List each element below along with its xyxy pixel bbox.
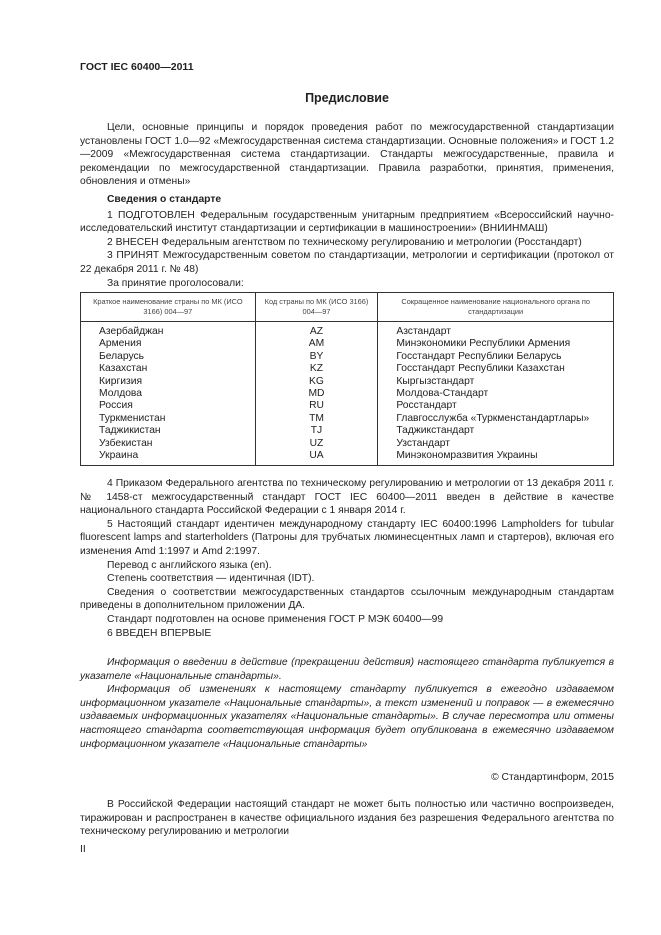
item-identical: 5 Настоящий стандарт идентичен международному стандарту IEC 60400:1996 Lampholders for tubular fluorescent lamps and starterholders (Патроны для трубчатых люминесцентных ламп и стартеров), включая его изменения Amd 1:1997 и Amd 2:1997. xyxy=(80,518,614,557)
national-body-cell: Минэкономразвития Украины xyxy=(378,450,614,466)
header-national-body: Сокращенное наименование национального органа по стандартизации xyxy=(378,293,614,322)
standard-info-block xyxy=(80,193,614,290)
country-code-cell: BY xyxy=(255,351,378,363)
country-name-cell: Беларусь xyxy=(81,351,256,363)
country-name-cell: Армения xyxy=(81,338,256,350)
info-changes: Информация об изменениях к настоящему стандарту публикуется в ежегодно издаваемом информационном указателе «Национальные стандарты», а текст изменений и поправок — в ежемесячно издаваемых информационных указателях «Национальные стандарты». В случае пересмотра или отмены настоящего стандарта соответствующая информация будет опубликована в ежемесячно издаваемом информационном указателе «Национальные стандарты» xyxy=(80,684,614,750)
item-prepared: 1 ПОДГОТОВЛЕН Федеральным государственным унитарным предприятием «Всероссийский научно-исследовательский институт стандартизации и сертификации в машиностроении» (ВНИИНМАШ) xyxy=(80,209,614,235)
country-code-cell: AZ xyxy=(255,322,378,339)
degree-note: Степень соответствия — идентичная (IDT). xyxy=(107,573,315,585)
national-body-cell: Молдова-Стандарт xyxy=(378,388,614,400)
national-body-cell: Кыргызстандарт xyxy=(378,376,614,388)
country-code-cell: UA xyxy=(255,450,378,466)
national-body-cell: Таджикстандарт xyxy=(378,425,614,437)
intro-block xyxy=(80,121,614,189)
table-row xyxy=(81,400,614,412)
country-name-cell: Киргизия xyxy=(81,376,256,388)
reproduction-notice: В Российской Федерации настоящий стандарт не может быть полностью или частично воспроизведен, тиражирован и распространен в качестве официального издания без разрешения Федерального агентства по техническому регулированию и метрологии xyxy=(80,799,614,838)
table-row xyxy=(81,425,614,437)
table-row xyxy=(81,413,614,425)
header-country-name: Краткое наименование страны по МК (ИСО 3166) 004—97 xyxy=(81,293,256,322)
copyright: © Стандартинформ, 2015 xyxy=(491,772,614,783)
table-row xyxy=(81,388,614,400)
notice-block xyxy=(80,798,614,839)
table-row xyxy=(81,363,614,375)
table-header-row xyxy=(81,293,614,322)
table-row xyxy=(81,322,614,339)
country-name-cell: Казахстан xyxy=(81,363,256,375)
voted-label: За принятие проголосовали: xyxy=(107,277,244,289)
country-code-cell: MD xyxy=(255,388,378,400)
country-name-cell: Узбекистан xyxy=(81,438,256,450)
info-block xyxy=(80,656,614,751)
table-row xyxy=(81,438,614,450)
country-name-cell: Россия xyxy=(81,400,256,412)
country-name-cell: Украина xyxy=(81,450,256,466)
page-number: II xyxy=(80,844,86,855)
national-body-cell: Главгосслужба «Туркменстандартлары» xyxy=(378,413,614,425)
country-name-cell: Таджикистан xyxy=(81,425,256,437)
intro-paragraph: Цели, основные принципы и порядок проведения работ по межгосударственной стандартизации установлены ГОСТ 1.0—92 «Межгосударственная система стандартизации. Основные положения» и ГОСТ 1.2—2009 «Межгосударственная система стандартизации. Стандарты межгосударственные, правила и рекомендации по межгосударственной стандартизации. Правила разработки, принятия, применения, обновления и отмены» xyxy=(80,122,614,188)
country-code-cell: TJ xyxy=(255,425,378,437)
country-name-cell: Молдова xyxy=(81,388,256,400)
country-code-cell: KG xyxy=(255,376,378,388)
item-submitted: 2 ВНЕСЕН Федеральным агентством по техническому регулированию и метрологии (Росстандарт) xyxy=(107,236,582,248)
national-body-cell: Азстандарт xyxy=(378,322,614,339)
references-note: Сведения о соответствии межгосударственных стандартов ссылочным международным стандартам приведены в дополнительном приложении ДА. xyxy=(80,586,614,612)
page-title: Предисловие xyxy=(305,91,389,105)
voting-table xyxy=(80,292,614,466)
country-code-cell: RU xyxy=(255,400,378,412)
country-code-cell: KZ xyxy=(255,363,378,375)
national-body-cell: Узстандарт xyxy=(378,438,614,450)
after-table-block xyxy=(80,477,614,640)
table-row xyxy=(81,338,614,350)
document-header: ГОСТ IEC 60400—2011 xyxy=(80,61,194,73)
national-body-cell: Росстандарт xyxy=(378,400,614,412)
country-name-cell: Туркменистан xyxy=(81,413,256,425)
national-body-cell: Госстандарт Республики Беларусь xyxy=(378,351,614,363)
country-code-cell: UZ xyxy=(255,438,378,450)
header-country-code: Код страны по МК (ИСО 3166) 004—97 xyxy=(255,293,378,322)
prepared-note: Стандарт подготовлен на основе применения ГОСТ Р МЭК 60400—99 xyxy=(107,613,444,625)
info-introduction: Информация о введении в действие (прекращении действия) настоящего стандарта публикуется в указателе «Национальные стандарты». xyxy=(80,657,614,682)
section-subheading: Сведения о стандарте xyxy=(107,194,222,205)
item-adopted: 3 ПРИНЯТ Межгосударственным советом по стандартизации, метрологии и сертификации (протокол от 22 декабря 2011 г. № 48) xyxy=(80,250,614,275)
table-row xyxy=(81,376,614,388)
translation-note: Перевод с английского языка (en). xyxy=(107,559,272,571)
item-order: 4 Приказом Федерального агентства по техническому регулированию и метрологии от 13 декабря 2011 г. № 1458-ст межгосударственный стандарт ГОСТ IEC 60400—2011 введен в действие в качестве национального стандарта Российской Федерации с 1 января 2014 г. xyxy=(80,478,614,517)
item-introduced: 6 ВВЕДЕН ВПЕРВЫЕ xyxy=(107,627,212,639)
country-name-cell: Азербайджан xyxy=(81,322,256,339)
national-body-cell: Минэкономики Республики Армения xyxy=(378,338,614,350)
table-row xyxy=(81,450,614,466)
table-row xyxy=(81,351,614,363)
country-code-cell: AM xyxy=(255,338,378,350)
country-code-cell: TM xyxy=(255,413,378,425)
national-body-cell: Госстандарт Республики Казахстан xyxy=(378,363,614,375)
